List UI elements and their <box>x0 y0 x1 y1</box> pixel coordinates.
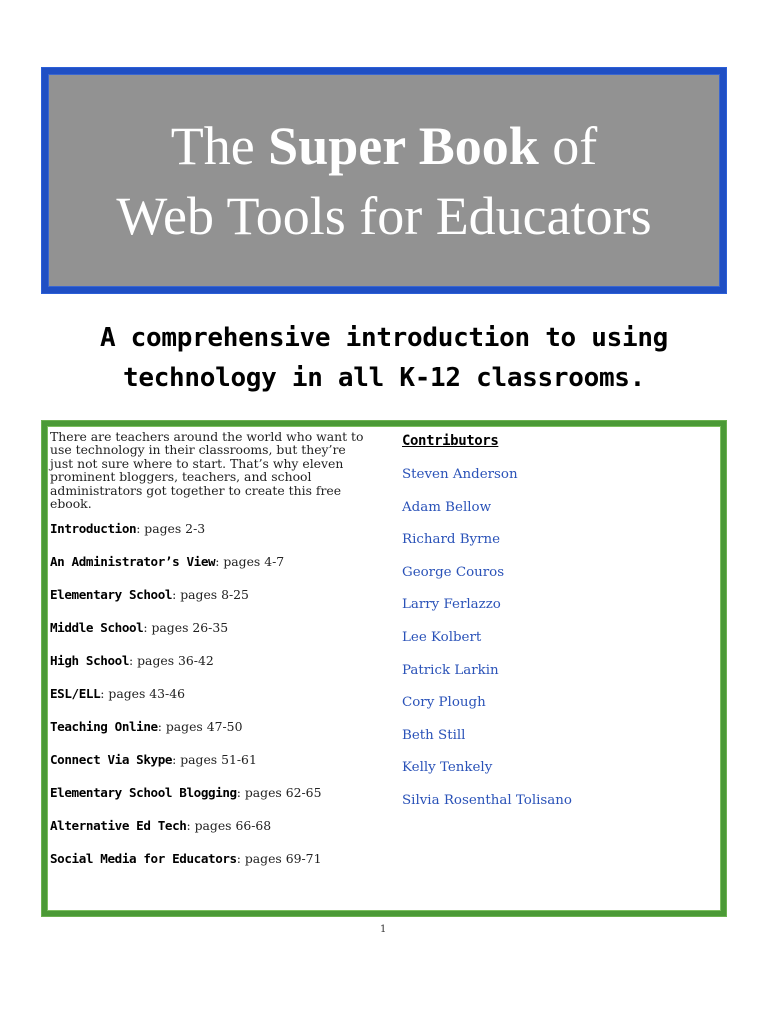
toc-pages: : pages 62-65 <box>236 785 322 801</box>
toc-pages: : pages 2-3 <box>136 521 206 537</box>
contributor-link[interactable]: Cory Plough <box>402 695 486 711</box>
title-emphasis: Super Book <box>268 115 539 176</box>
toc-section: High School <box>50 653 130 669</box>
contributors-heading: Contributors <box>402 433 499 449</box>
toc-pages: : pages 69-71 <box>236 851 322 867</box>
toc-pages: : pages 51-61 <box>172 752 257 768</box>
contributor-link[interactable]: Larry Ferlazzo <box>402 597 501 613</box>
contributor-link[interactable]: Silvia Rosenthal Tolisano <box>402 792 572 808</box>
subtitle-line-1: A comprehensive introduction to using <box>99 323 669 353</box>
toc-section: Elementary School Blogging <box>50 785 237 801</box>
page-number: 1 <box>380 924 387 935</box>
title-post: of <box>538 115 598 176</box>
title-banner <box>42 68 726 293</box>
contributor-link[interactable]: Kelly Tenkely <box>402 760 493 776</box>
toc-section: Introduction <box>50 521 137 537</box>
toc-item <box>50 685 370 718</box>
toc-section: Connect Via Skype <box>50 752 173 768</box>
subtitle <box>40 318 728 398</box>
subtitle-line-2: technology in all K-12 classrooms. <box>122 363 645 393</box>
contributor-link[interactable]: George Couros <box>402 564 505 580</box>
toc-section: Alternative Ed Tech <box>50 818 187 834</box>
title-line-1 <box>171 111 598 181</box>
toc-item <box>50 520 370 553</box>
toc-item <box>50 553 370 586</box>
contributor-link[interactable]: Patrick Larkin <box>402 662 499 678</box>
toc-pages: : pages 36-42 <box>129 653 214 669</box>
toc-pages: : pages 66-68 <box>186 818 272 834</box>
contributor-link[interactable]: Lee Kolbert <box>402 629 482 645</box>
toc-section: ESL/ELL <box>50 686 101 702</box>
toc-list <box>50 520 370 883</box>
contributor-link[interactable]: Steven Anderson <box>402 467 518 482</box>
title-pre: The <box>170 115 269 176</box>
toc-section: Elementary School <box>50 587 173 603</box>
contributor-link[interactable]: Richard Byrne <box>402 532 501 548</box>
toc-item <box>50 751 370 784</box>
toc-item <box>50 619 370 652</box>
toc-section: Social Media for Educators <box>50 851 237 867</box>
content-panel <box>42 421 726 916</box>
contributor-link[interactable]: Beth Still <box>402 727 466 743</box>
toc-pages: : pages 8-25 <box>172 587 249 603</box>
contributors-list <box>402 467 702 826</box>
toc-item <box>50 784 370 817</box>
toc-pages: : pages 47-50 <box>157 719 243 735</box>
toc-section: An Administrator’s View <box>50 554 216 570</box>
intro-paragraph: There are teachers around the world who want to use technology in their classrooms, but they’re just not sure where to start. That’s why eleven prominent bloggers, teachers, and school administrators got together to create this free ebook. <box>50 429 364 512</box>
toc-section: Teaching Online <box>50 719 158 735</box>
table-of-contents-column <box>50 430 370 883</box>
toc-pages: : pages 26-35 <box>143 620 229 636</box>
toc-item <box>50 652 370 685</box>
contributor-link[interactable]: Adam Bellow <box>402 499 492 515</box>
toc-item <box>50 850 370 883</box>
toc-item <box>50 817 370 850</box>
title-line-2: Web Tools for Educators <box>116 185 652 246</box>
toc-section: Middle School <box>50 620 144 636</box>
toc-item <box>50 586 370 619</box>
contributors-column <box>402 433 702 826</box>
toc-item <box>50 718 370 751</box>
toc-pages: : pages 4-7 <box>215 554 285 570</box>
toc-pages: : pages 43-46 <box>100 686 185 702</box>
